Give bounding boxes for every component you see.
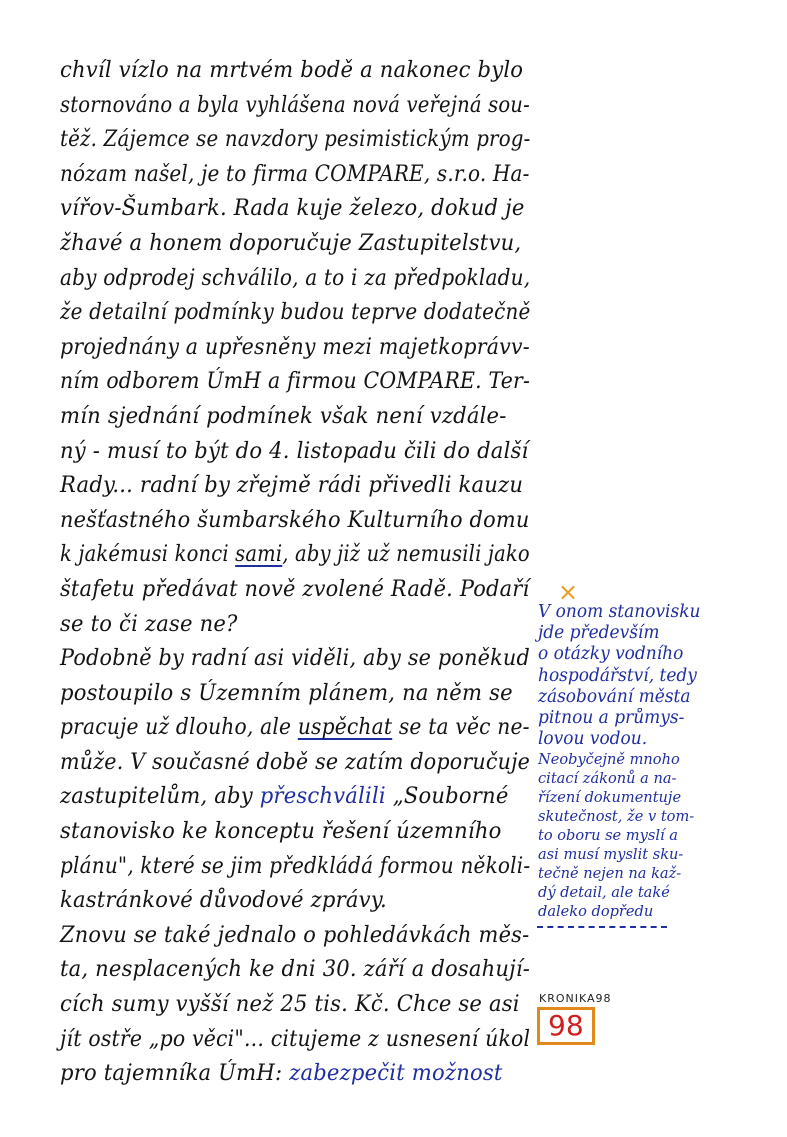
text-line: štafetu předávat nově zvolené Radě. Podaří: [60, 576, 530, 602]
text-line: mín sjednání podmínek však není vzdále-: [60, 403, 507, 429]
blue-phrase-zabezpecit: zabezpečit možnost: [289, 1061, 503, 1087]
underlined-word-sami: sami: [235, 542, 283, 568]
side-note-small-line: tečně nejen na kaž-: [538, 864, 682, 883]
text-line: aby odprodej schválilo, a to i za předpokladu,: [60, 265, 531, 291]
page-number: 98: [537, 1007, 595, 1045]
side-note-line: zásobování města: [538, 686, 691, 707]
text-line: vířov-Šumbark. Rada kuje železo, dokud je: [60, 196, 525, 222]
side-note-small-line: řízení dokumentuje: [538, 788, 682, 807]
text-line: ním odborem ÚmH a firmou COMPARE. Ter-: [60, 369, 531, 395]
text-line: se to či zase ne?: [60, 611, 238, 637]
main-text-block: [60, 54, 550, 1092]
text-line: pracuje už dlouho, ale uspěchat se ta věc ne-: [60, 715, 530, 741]
side-note-line: hospodářství, tedy: [538, 665, 697, 686]
text-line: nózam našel, je to firma COMPARE, s.r.o. Ha-: [60, 161, 530, 187]
text-line: stanovisko ke konceptu řešení územního: [60, 819, 502, 845]
side-note-small-line: citací zákonů a na-: [538, 769, 677, 788]
blue-word-preschvalili: přeschválili: [259, 784, 386, 810]
text-line: projednány a upřesněny mezi majetkoprávv-: [60, 334, 530, 360]
text-line: kastránkové důvodové zprávy.: [60, 888, 387, 914]
text-line: těž. Zájemce se navzdory pesimistickým prog-: [60, 127, 531, 153]
text-line: že detailní podmínky budou teprve dodatečně: [60, 300, 531, 326]
underlined-word-uspechat: uspěchat: [297, 715, 393, 741]
text-line: může. V současné době se zatím doporučuje: [60, 749, 531, 775]
text-line: stornováno a byla vyhlášena nová veřejná sou-: [60, 92, 530, 118]
side-note: [538, 580, 783, 921]
side-note-small-line: dý detail, ale také: [538, 883, 670, 902]
side-note-small-line: Neobyčejně mnoho: [538, 750, 680, 769]
text-line: plánu", které se jim předkládá formou několi-: [60, 853, 531, 879]
text-line: pro tajemníka ÚmH: zabezpečit možnost: [60, 1061, 503, 1087]
side-note-line: jde především: [538, 623, 660, 644]
text-line: ný - musí to být do 4. listopadu čili do další: [60, 438, 529, 464]
page-footer: [537, 992, 612, 1045]
text-line: postoupilo s Územním plánem, na něm se: [60, 680, 513, 706]
text-line: Znovu se také jednalo o pohledávkách měs-: [60, 922, 530, 948]
side-note-small-line: asi musí myslit sku-: [538, 845, 684, 864]
text-line: jít ostře „po věci"... citujeme z usnesení úkol: [60, 1026, 531, 1052]
text-line: Rady... radní by zřejmě rádi přivedli kauzu: [60, 473, 524, 499]
side-note-line: pitnou a průmys-: [538, 707, 685, 728]
side-note-line: o otázky vodního: [538, 644, 684, 665]
side-note-small-line: skutečnost, že v tom-: [538, 807, 695, 826]
text-line: žhavé a honem doporučuje Zastupitelstvu,: [60, 230, 522, 256]
side-note-line: lovou vodou.: [538, 729, 648, 750]
text-line: Podobně by radní asi viděli, aby se poněkud: [60, 646, 530, 672]
text-line: ta, nesplacených ke dni 30. září a dosahují-: [60, 957, 531, 983]
text-line: zastupitelům, aby přeschválili „Souborné: [60, 784, 509, 810]
chronicle-label: KRONIKA98: [539, 992, 612, 1005]
text-line: chvíl vízlo na mrtvém bodě a nakonec bylo: [60, 58, 524, 83]
text-line: k jakémusi konci sami, aby již už nemusili jako: [60, 542, 530, 568]
side-note-small-line: daleko dopředu: [538, 902, 654, 921]
side-note-line: V onom stanovisku: [538, 602, 701, 622]
asterisk-marker-icon: ×: [558, 578, 579, 606]
text-line: cích sumy vyšší než 25 tis. Kč. Chce se asi: [60, 992, 520, 1018]
side-note-small-line: to oboru se myslí a: [538, 826, 678, 845]
text-line: nešťastného šumbarského Kulturního domu: [60, 507, 530, 533]
side-note-divider: [537, 926, 667, 928]
